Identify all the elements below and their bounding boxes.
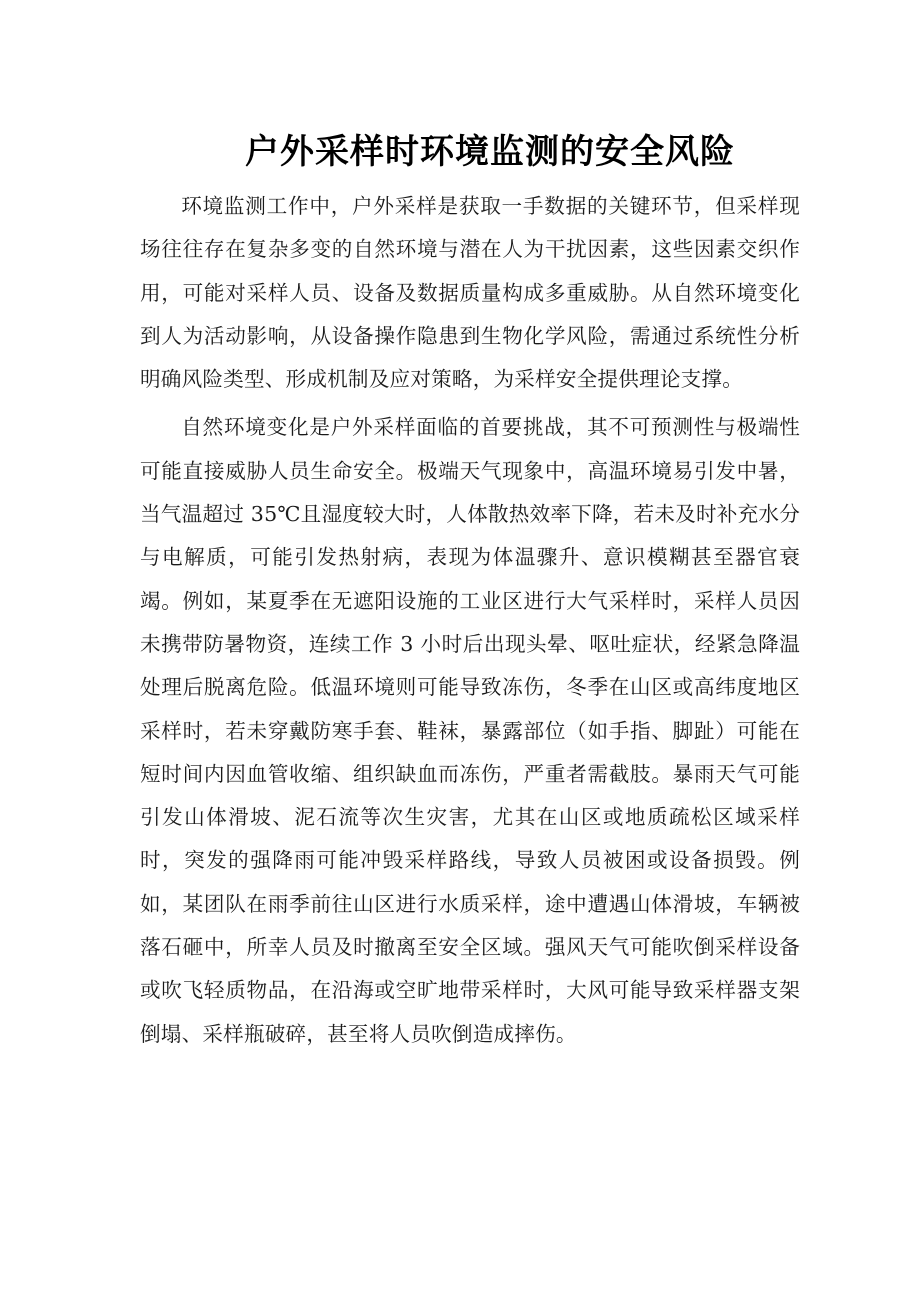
body-paragraph-intro: 环境监测工作中，户外采样是获取一手数据的关键环节，但采样现场往往存在复杂多变的自然环境与潜在人为干扰因素，这些因素交织作用，可能对采样人员、设备及数据质量构成多重威胁。从自然环境变化到人为活动影响，从设备操作隐患到生物化学风险，需通过系统性分析明确风险类型、形成机制及应对策略，为采样安全提供理论支撑。 [140,194,800,392]
document-title: 户外采样时环境监测的安全风险 [245,132,735,172]
document-body [140,185,800,1056]
body-paragraph-natural-environment: 自然环境变化是户外采样面临的首要挑战，其不可预测性与极端性可能直接威胁人员生命安全。极端天气现象中，高温环境易引发中暑，当气温超过 35℃且湿度较大时，人体散热效率下降，若未及时补充水分与电解质，可能引发热射病，表现为体温骤升、意识模糊甚至器官衰竭。例如，某夏季在无遮阳设施的工业区进行大气采样时，采样人员因未携带防暑物资，连续工作 3 小时后出现头晕、呕吐症状，经紧急降温处理后脱离危险。低温环境则可能导致冻伤，冬季在山区或高纬度地区采样时，若未穿戴防寒手套、鞋袜，暴露部位（如手指、脚趾）可能在短时间内因血管收缩、组织缺血而冻伤，严重者需截肢。暴雨天气可能引发山体滑坡、泥石流等次生灾害，尤其在山区或地质疏松区域采样时，突发的强降雨可能冲毁采样路线，导致人员被困或设备损毁。例如，某团队在雨季前往山区进行水质采样，途中遭遇山体滑坡，车辆被落石砸中，所幸人员及时撤离至安全区域。强风天气可能吹倒采样设备或吹飞轻质物品，在沿海或空旷地带采样时，大风可能导致采样器支架倒塌、采样瓶破碎，甚至将人员吹倒造成摔伤。 [140,415,800,1046]
